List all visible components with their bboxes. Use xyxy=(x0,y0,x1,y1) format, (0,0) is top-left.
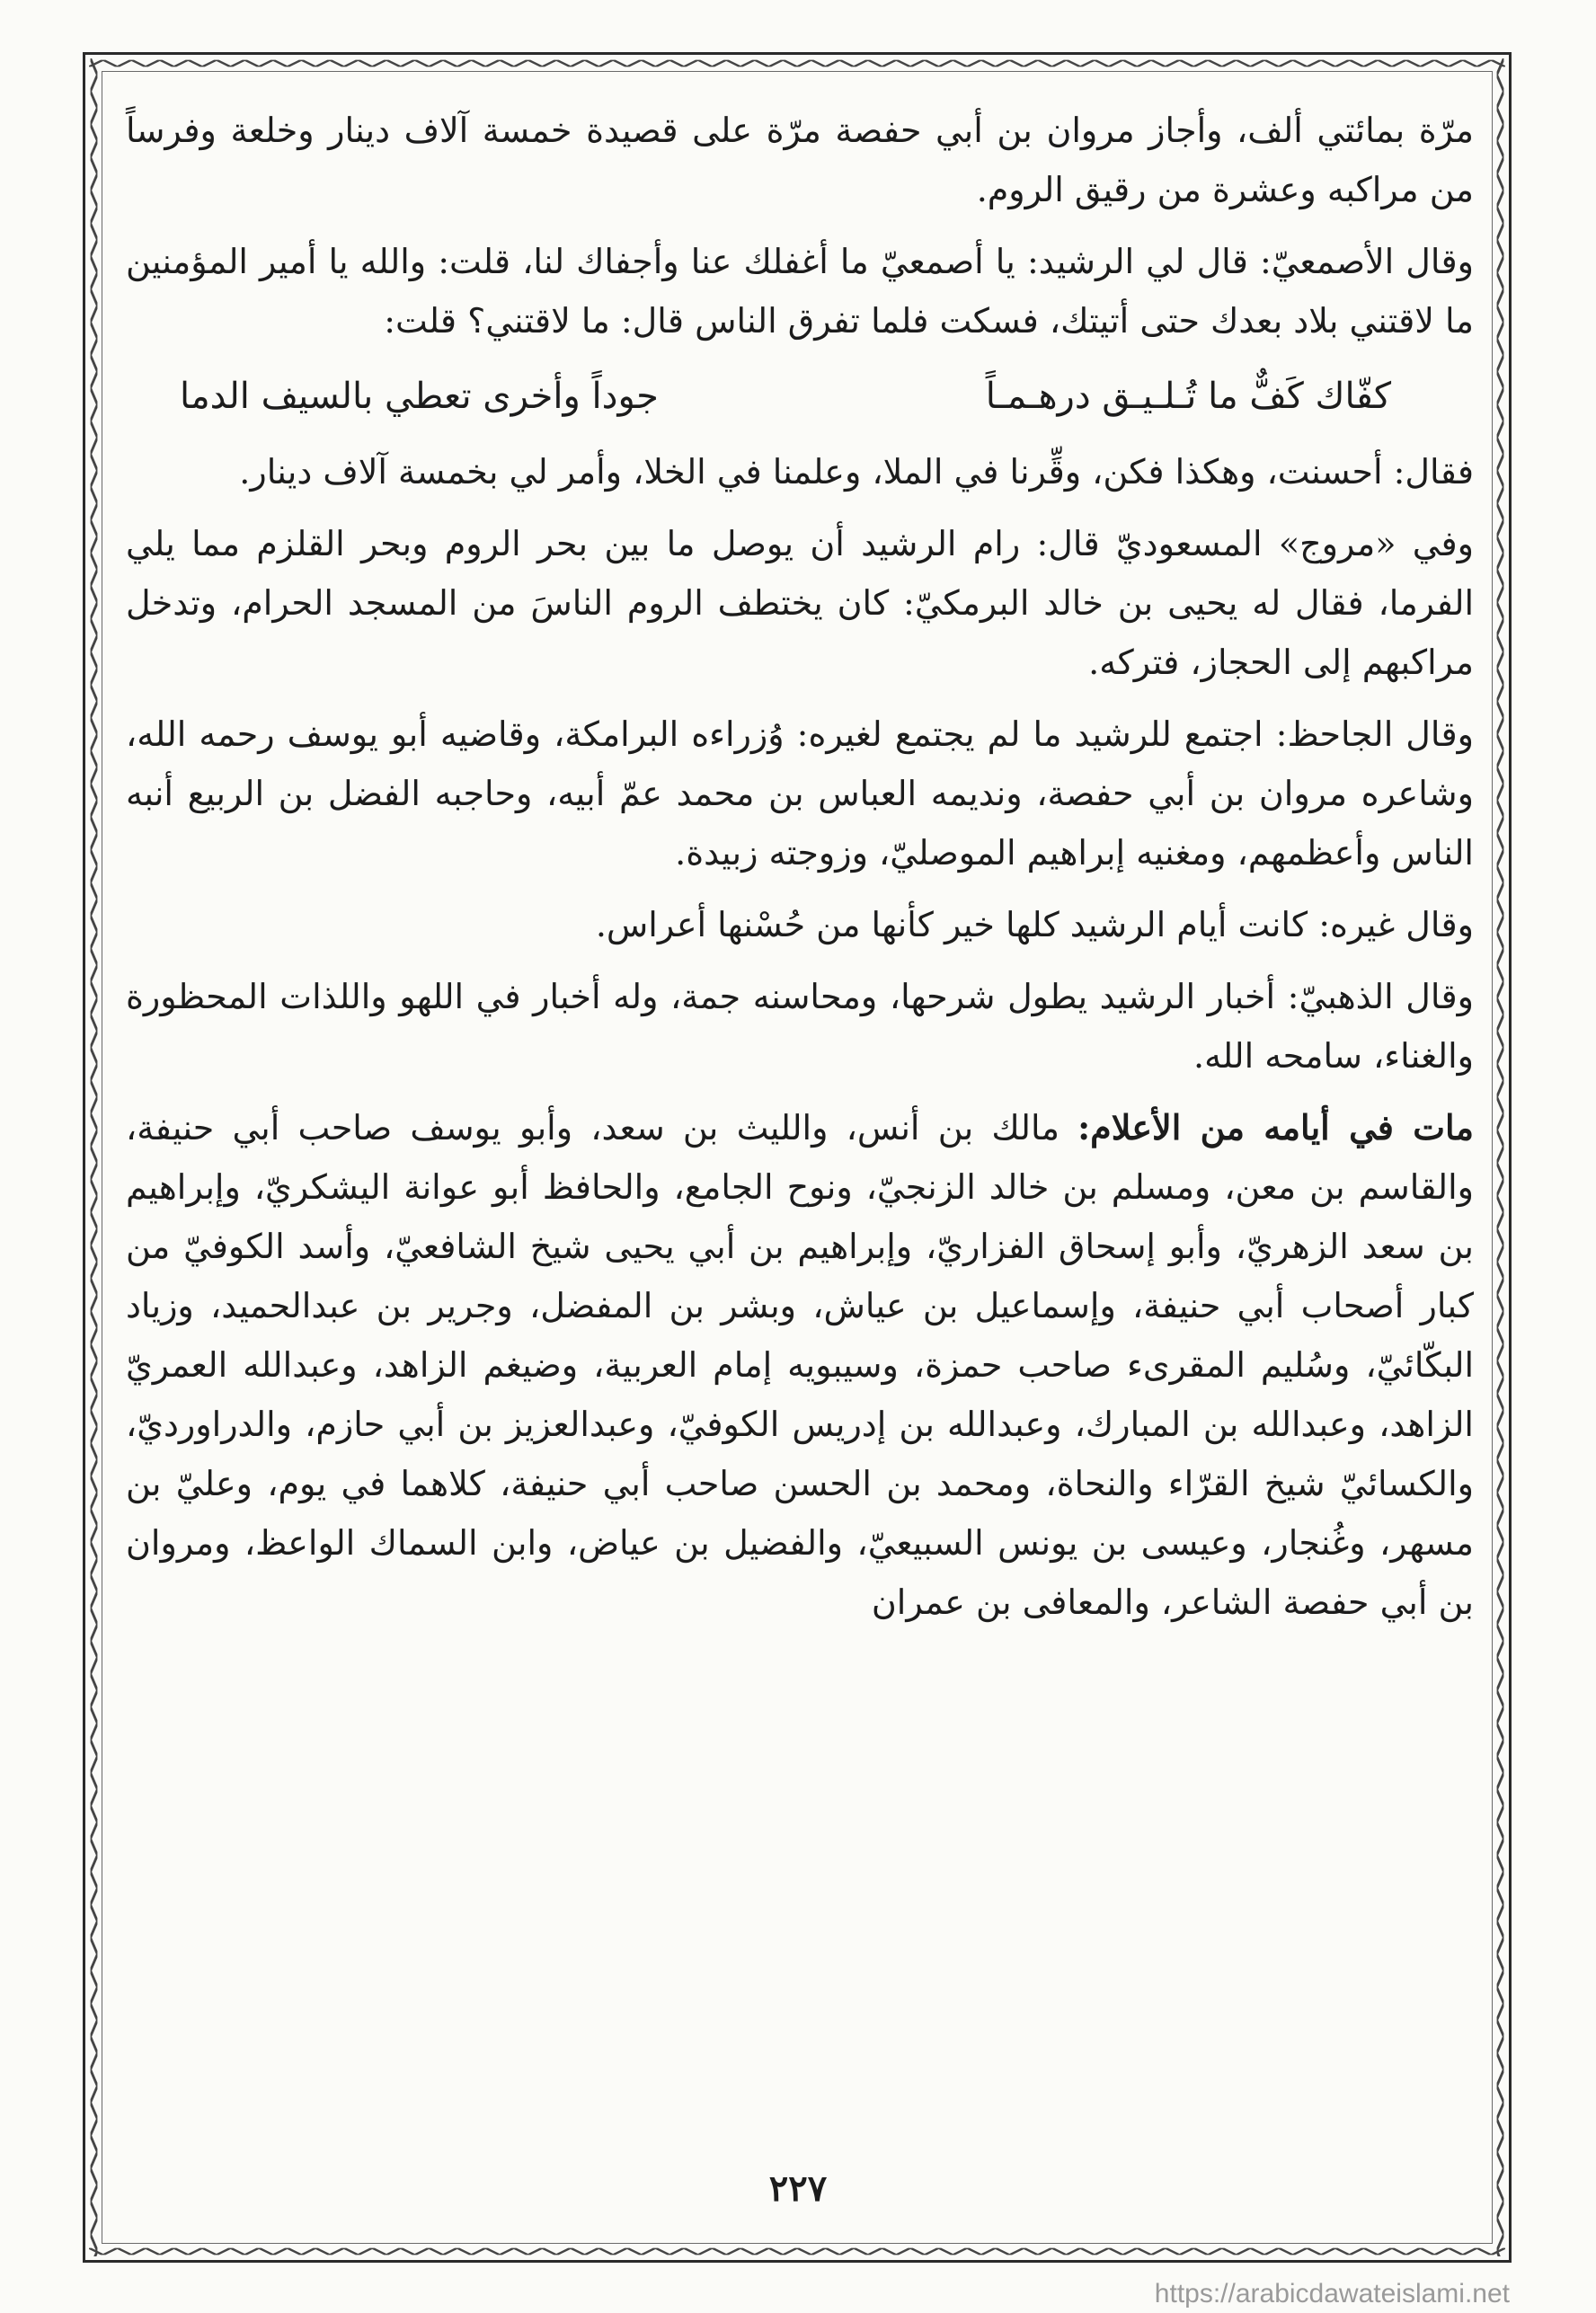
paragraph-5: وقال الجاحظ: اجتمع للرشيد ما لم يجتمع لغيره: وُزراءه البرامكة، وقاضيه أبو يوسف رحمه الله، وشاعره مروان بن أبي حفصة، ونديمه العباس بن محمد عمّ أبيه، وحاجبه الفضل بن الربيع أنبه الناس وأعظمهم، ومغنيه إبراهيم الموصليّ، وزوجته زبيدة. xyxy=(126,714,1474,873)
ornament-right xyxy=(1494,58,1506,2256)
paragraph-6: وقال غيره: كانت أيام الرشيد كلها خير كأنها من حُسْنها أعراس. xyxy=(595,905,1474,944)
watermark-url: https://arabicdawateislami.net xyxy=(1154,2279,1510,2309)
ornament-left xyxy=(88,58,100,2256)
page-number: ٢٢٧ xyxy=(768,2167,828,2210)
section-text: مالك بن أنس، والليث بن سعد، وأبو يوسف صاحب أبي حنيفة، والقاسم بن معن، ومسلم بن خالد الزنجيّ، ونوح الجامع، والحافظ أبو عوانة اليشكريّ، وإبراهيم بن سعد الزهريّ، وأبو إسحاق الفزاريّ، وإبراهيم بن أبي يحيى شيخ الشافعيّ، وأسد الكوفيّ من كبار أصحاب أبي حنيفة، وإسماعيل بن عياش، وبشر بن المفضل، وجرير بن عبدالحميد، وزياد البكّائيّ، وسُليم المقرىء صاحب حمزة، وسيبويه إمام العربية، وضيغم الزاهد، وعبدالله العمريّ الزاهد، وعبدالله بن المبارك، وعبدالله بن إدريس الكوفيّ، وعبدالعزيز بن أبي حازم، والدراورديّ، والكسائيّ شيخ القرّاء والنحاة، ومحمد بن الحسن صاحب أبي حنيفة، كلاهما في يوم، وعليّ بن مسهر، وغُنجار، وعيسى بن يونس السبيعيّ، والفضيل بن عياض، وابن السماك الواعظ، ومروان بن أبي حفصة الشاعر، والمعافى بن عمران xyxy=(126,1108,1474,1622)
ornament-top xyxy=(89,58,1505,69)
paragraph-3: فقال: أحسنت، وهكذا فكن، وقِّرنا في الملا، وعلمنا في الخلا، وأمر لي بخمسة آلاف دينار. xyxy=(239,452,1474,492)
paragraph-1: مرّة بمائتي ألف، وأجاز مروان بن أبي حفصة مرّة على قصيدة خمسة آلاف دينار وخلعة وفرساً من مراكبه وعشرة من رقيق الروم. xyxy=(126,111,1474,209)
paragraph-2: وقال الأصمعيّ: قال لي الرشيد: يا أصمعيّ ما أغفلك عنا وأجفاك لنا، قلت: والله يا أمير المؤمنين ما لاقتني بلاد بعدك حتى أتيتك، فسكت فلما تفرق الناس قال: ما لاقتني؟ قلت: xyxy=(126,242,1474,341)
verse-hemistich-second: جوداً وأخرى تعطي بالسيف الدما xyxy=(180,376,659,417)
paragraph-4: وفي «مروج» المسعوديّ قال: رام الرشيد أن يوصل ما بين بحر الروم وبحر القلزم مما يلي الفرما، فقال له يحيى بن خالد البرمكيّ: كان يختطف الروم الناسَ من المسجد الحرام، وتدخل مراكبهم إلى الحجاز، فتركه. xyxy=(126,524,1475,682)
verse-hemistich-first: كفّاك كَفٌّ ما تُـلـيـق درهـمـاً xyxy=(985,376,1391,417)
page-body xyxy=(126,101,1474,1632)
ornament-bottom xyxy=(89,2246,1505,2257)
paragraph-7: وقال الذهبيّ: أخبار الرشيد يطول شرحها، ومحاسنه جمة، وله أخبار في اللهو واللذات المحظورة والغناء، سامحه الله. xyxy=(126,977,1474,1076)
section-deaths xyxy=(126,1098,1474,1632)
section-heading: مات في أيامه من الأعلام: xyxy=(1077,1107,1474,1148)
poetry-verse xyxy=(126,363,1474,430)
